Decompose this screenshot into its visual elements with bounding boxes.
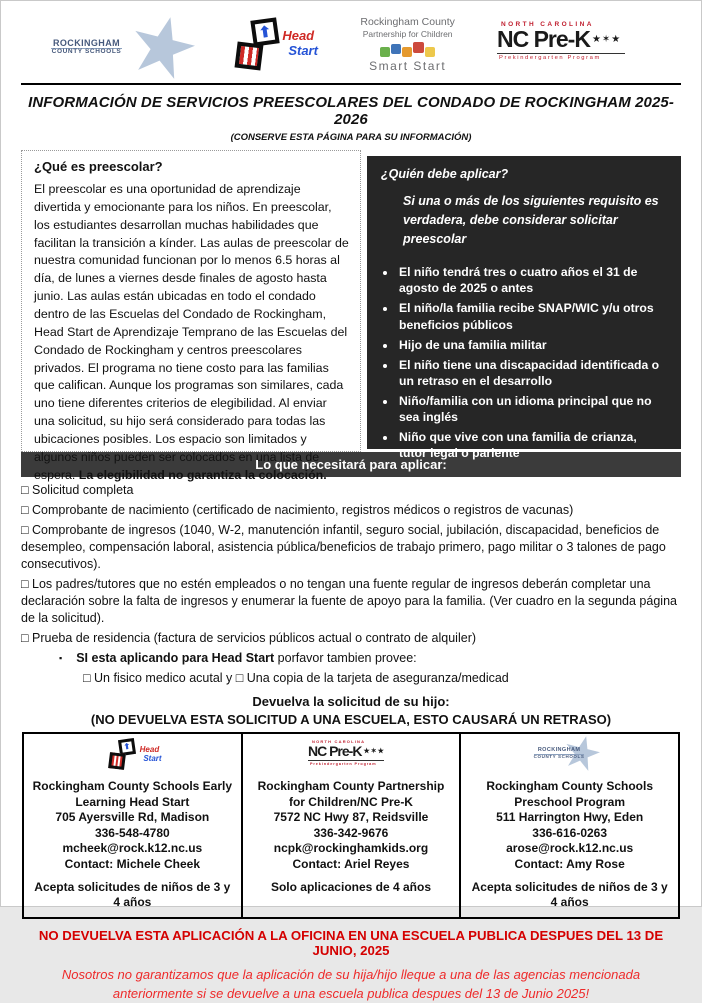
smart-start-org-line2: Partnership for Children	[362, 29, 453, 39]
header-divider	[21, 83, 681, 85]
head-start-extra-note	[21, 650, 681, 667]
agency-contact: Contact: Michele Cheek	[64, 856, 201, 871]
block-icon	[402, 47, 412, 57]
agency-logo-slot	[249, 738, 454, 776]
agency-email: arose@rock.k12.nc.us	[506, 841, 634, 856]
agency-address: 511 Harrington Hwy, Eden	[496, 810, 644, 825]
block-icon	[391, 44, 401, 54]
smart-start-name: Smart Start	[369, 59, 447, 73]
checklist-item: □ Solicitud completa	[21, 483, 134, 497]
nc-prek-name: NC Pre-K	[496, 26, 590, 52]
agency-card-nc-prek	[242, 733, 461, 918]
head-start-logo	[103, 738, 161, 774]
eligibility-bullet: • El niño tiene una discapacidad identificada o un retraso en el desarrollo	[397, 357, 664, 389]
rcs-logo-line1: ROCKINGHAM	[53, 38, 120, 48]
head-start-note-bold: SI esta aplicando para Head Start	[76, 651, 275, 665]
eligibility-bullet: • El niño tendrá tres o cuatro años el 31 de agosto de 2025 o antes	[397, 264, 664, 296]
page-subtitle: (CONSERVE ESTA PÁGINA PARA SU INFORMACIÓN)	[230, 132, 472, 143]
agency-logo-slot	[467, 738, 672, 776]
needs-section-header: Lo que necesitará para aplicar:	[21, 452, 681, 477]
agency-name: Rockingham County Schools Early Learning Head Start	[32, 779, 233, 809]
what-body-bold-text: La elegibilidad no garantiza la colocación.	[78, 467, 327, 482]
agency-phone: 336-616-0263	[532, 825, 608, 840]
agency-card-head-start	[23, 733, 242, 918]
star-icon	[124, 8, 202, 86]
who-should-apply-heading: ¿Quién debe aplicar?	[381, 167, 509, 181]
application-checklist	[21, 482, 681, 687]
nc-prek-name: NC Pre-K	[307, 743, 362, 760]
head-start-logo	[226, 17, 318, 77]
nc-prek-state-line: NORTH CAROLINA	[500, 21, 594, 28]
smart-start-org-line1: Rockingham County	[360, 16, 455, 28]
head-start-striped-block-icon	[235, 42, 264, 71]
agency-address: 705 Ayersville Rd, Madison	[55, 810, 210, 825]
agency-email: ncpk@rockinghamkids.org	[273, 841, 429, 856]
agency-email: mcheek@rock.k12.nc.us	[62, 841, 203, 856]
head-start-word2: Start	[143, 754, 162, 764]
agency-contact: Contact: Amy Rose	[514, 856, 625, 871]
eligibility-bullet: • Hijo de una familia militar	[397, 337, 664, 353]
deadline-warning: NO DEVUELVA ESTA APLICACIÓN A LA OFICINA EN UNA ESCUELA PUBLICA DESPUES DEL 13 DE JUNIO, 2025	[38, 927, 664, 958]
head-start-note-rest: porfavor tambien provee:	[274, 651, 417, 665]
what-body-text: El preescolar es una oportunidad de aprendizaje divertida y emocionante para los niños. En preescolar, los estudiantes desarrollan muchas habilidades que facilitan la transición a kínder. Las aulas de preescolar de nuestra comunidad funcionan por lo menos 6.5 horas al día, de lunes a viernes desde finales de agosto hasta junio. Las aulas están ubicadas en todo el condado dentro de las Escuelas del Condado de Rockingham, Head Start de Aprendizaje Temprano de las Escuelas del Condado de Rockingham y centros preescolares privados. El programa no tiene costo para las familias que califican. Aunque los programas son similares, cada uno tiene diferentes criterios de elegibilidad. Al enviar una solicitud, su hijo será considerado para todas las ubicaciones posibles. Los espacio son limitados y algunos niños pueden ser colocados en una lista de espera.	[34, 182, 349, 482]
smart-start-blocks-icon	[344, 43, 472, 57]
eligibility-bullet: • Niño que vive con una familia de crianza, tutor legal o pariente	[397, 429, 664, 461]
what-is-preschool-body	[34, 181, 350, 485]
rockingham-county-schools-logo	[534, 738, 606, 772]
head-start-arrow-block-icon	[251, 17, 280, 46]
head-start-logo-text	[282, 29, 318, 59]
agency-name: Rockingham County Schools Preschool Program	[486, 779, 653, 809]
who-should-apply-intro: Si una o más de los siguientes requisito es verdadera, debe considerar solicitar preescolar	[403, 194, 659, 246]
stars-icon: ★✶★	[363, 747, 385, 755]
checklist-item: □ Comprobante de nacimiento (certificado de nacimiento, registros médicos o registros de vacunas)	[21, 503, 574, 517]
head-start-sub-checklist: □ Un fisico medico acutal y □ Una copia de la tarjeta de aseguranza/medicad	[83, 671, 509, 685]
head-start-word1: Head	[139, 745, 160, 754]
square-bullet-icon: ▪	[59, 653, 63, 663]
agency-contact-table	[22, 732, 680, 919]
nc-prek-tagline: Prekindergarten Program	[497, 53, 625, 61]
agency-card-rcs-preschool	[460, 733, 679, 918]
rcs-logo-line2: COUNTY SCHOOLS	[51, 48, 122, 56]
eligibility-bullet: • El niño/la familia recibe SNAP/WIC y/u otros beneficios públicos	[397, 300, 664, 332]
nc-prek-logo	[497, 17, 647, 77]
agency-note: Solo aplicaciones de 4 años	[270, 879, 432, 894]
block-icon	[380, 47, 390, 57]
nc-prek-tagline: Prekindergarten Program	[308, 760, 384, 767]
agency-name: Rockingham County Partnership for Children/NC Pre-K	[257, 779, 445, 809]
rcs-logo-line2: COUNTY SCHOOLS	[533, 753, 585, 759]
checklist-item: □ Los padres/tutores que no estén empleados o no tengan una fuente regular de ingresos deberán completar una declaración sobre la falta de ingresos y enumerar la fuente de apoyo para la familia. (Ver cuadro en la segunda página de la solicitud).	[21, 577, 677, 625]
up-arrow-icon: ⬆	[257, 22, 273, 42]
agency-phone: 336-342-9676	[313, 825, 389, 840]
smart-start-logo	[344, 16, 472, 78]
return-instruction-line2: (NO DEVUELVA ESTA SOLICITUD A UNA ESCUELA, ESTO CAUSARÁ UN RETRASO)	[90, 712, 612, 727]
agency-note: Acepta solicitudes de niños de 3 y 4 años	[34, 879, 231, 910]
block-icon	[413, 42, 424, 53]
checklist-item: □ Prueba de residencia (factura de servicios públicos actual o contrato de alquiler)	[21, 631, 477, 645]
up-arrow-icon: ⬆	[123, 741, 132, 752]
agency-logo-slot	[30, 738, 235, 776]
eligibility-bullet: • Niño/familia con un idioma principal que no sea inglés	[397, 393, 664, 425]
head-start-word1: Head	[282, 28, 315, 43]
nc-prek-logo	[308, 738, 394, 774]
what-is-preschool-heading: ¿Qué es preescolar?	[34, 159, 163, 174]
return-instruction-line1: Devuelva la solicitud de su hijo:	[252, 694, 450, 709]
eligibility-bullet-list	[397, 264, 664, 461]
checklist-item: □ Comprobante de ingresos (1040, W-2, manutención infantil, seguro social, jubilación, discapacidad, beneficios de desempleo, compensación laboral, asistencia pública/beneficios de trabajo primero, pago militar o 3 talones de pago consecutivos).	[21, 523, 666, 571]
rcs-logo-line1: ROCKINGHAM	[534, 748, 585, 755]
head-start-striped-block-icon	[108, 752, 126, 770]
header-logo-row	[21, 15, 681, 79]
agency-phone: 336-548-4780	[94, 825, 170, 840]
block-icon	[425, 47, 435, 57]
agency-address: 7572 NC Hwy 87, Reidsville	[273, 810, 429, 825]
stars-icon: ★✶★	[591, 34, 622, 45]
agency-note: Acepta solicitudes de niños de 3 y 4 años	[471, 879, 668, 910]
deadline-disclaimer: Nosotros no garantizamos que la aplicación de su hija/hijo lleque a una de las agencias mencionada anteriormente si se devuelve a una escuela publica despues del 13 de Junio 2025!	[61, 966, 641, 1001]
rcs-logo-text	[51, 39, 122, 56]
rockingham-county-schools-logo	[51, 17, 201, 77]
head-start-word2: Start	[288, 42, 318, 58]
nc-prek-state-line: NORTH CAROLINA	[311, 739, 366, 744]
agency-contact: Contact: Ariel Reyes	[292, 856, 410, 871]
page-title: INFORMACIÓN DE SERVICIOS PREESCOLARES DEL CONDADO DE ROCKINGHAM 2025-2026	[28, 94, 674, 128]
who-should-apply-box	[367, 156, 681, 461]
